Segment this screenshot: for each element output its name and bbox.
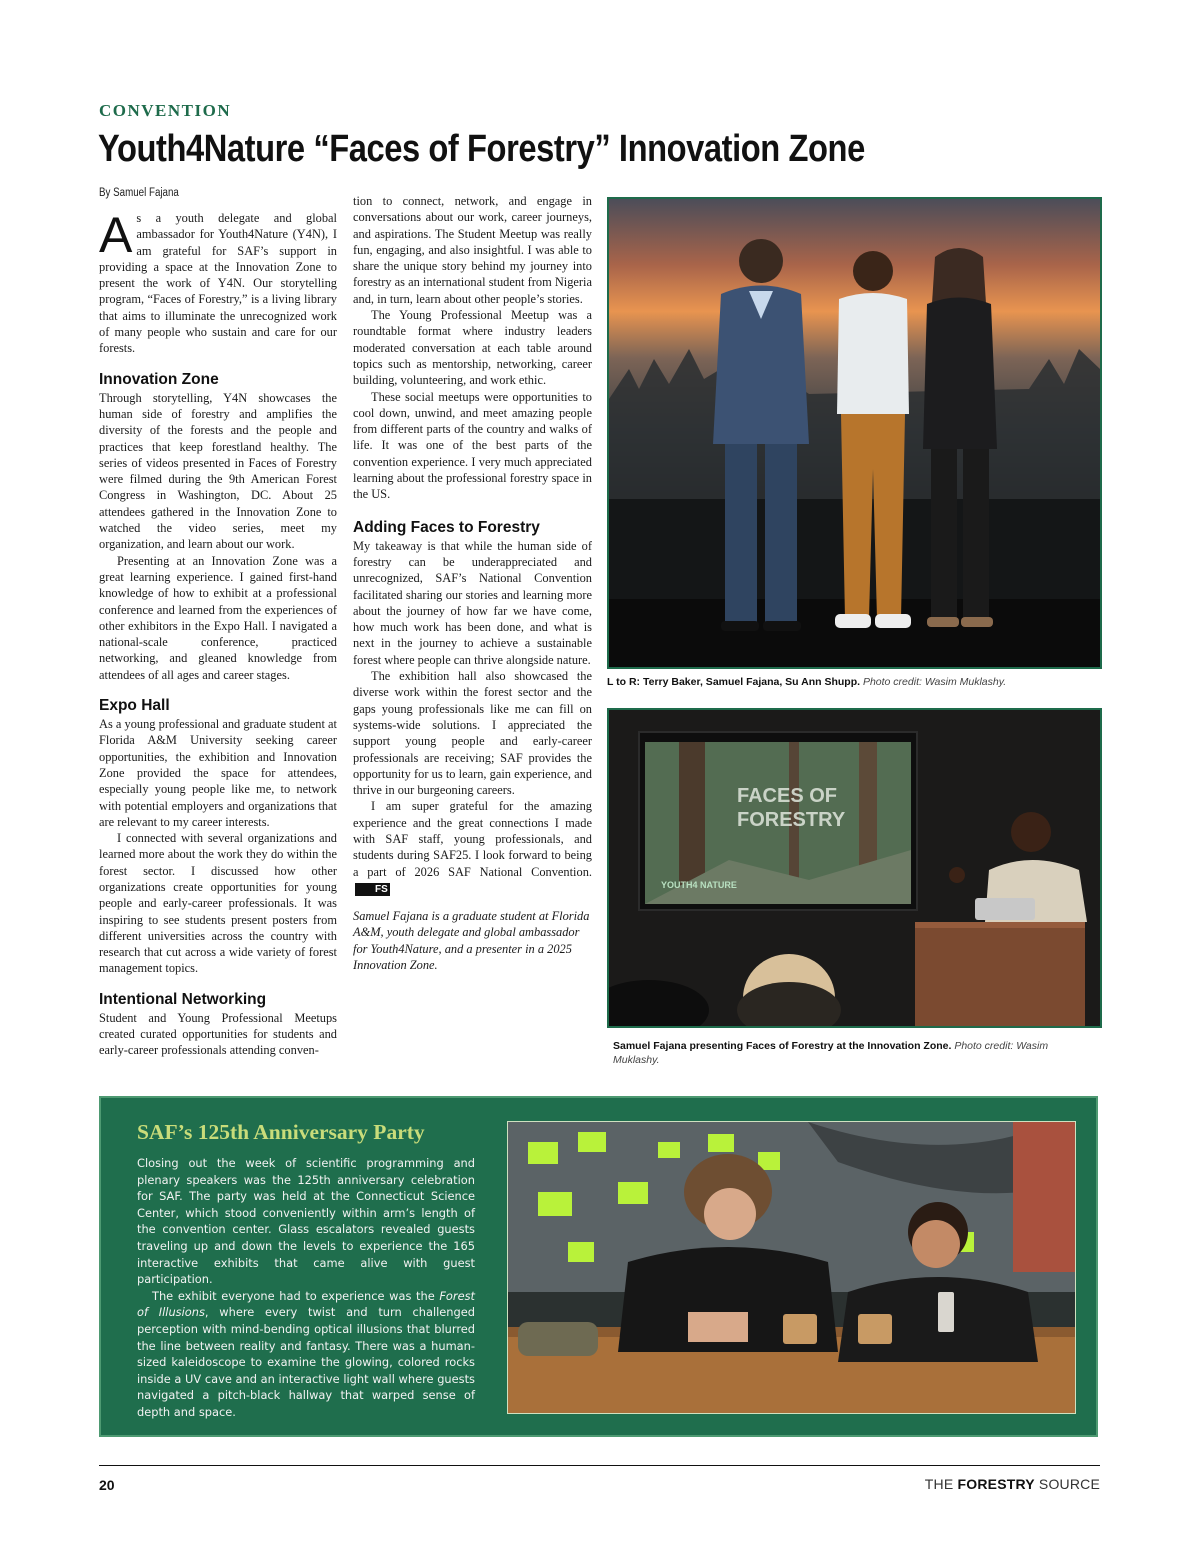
paragraph-continuation: tion to connect, network, and engage in conversations about our work, career journeys, and aspirations. The Student Meetup was really fun, engaging, and also insightful. I was able to share the unique story behind my journey into forestry as an international student from Nigeria and, in turn, learn about other people’s stories. xyxy=(353,194,592,306)
photo-credit: Photo credit: Wasim Muklashy. xyxy=(613,1040,1049,1066)
heading-innovation-zone: Innovation Zone xyxy=(99,370,219,388)
magazine-name: THE FORESTRY SOURCE xyxy=(924,1476,1100,1492)
sidebar-title: SAF’s 125th Anniversary Party xyxy=(137,1120,425,1144)
photo-credit: Photo credit: Wasim Muklashy. xyxy=(862,676,1007,688)
anniversary-sidebar xyxy=(99,1096,1098,1437)
article-column-1 xyxy=(99,207,337,1059)
footer-rule xyxy=(99,1465,1100,1466)
section-label: CONVENTION xyxy=(99,101,232,120)
heading-adding-faces: Adding Faces to Forestry xyxy=(353,518,540,536)
photo-illustration xyxy=(609,710,1100,1026)
photo-presenter-at-podium xyxy=(607,708,1102,1028)
intro-paragraph: As a youth delegate and global ambassador for Youth4Nature (Y4N), I am grateful for SAF’s support in providing a space at the Innovation Zone to present the work of Y4N. Our storytelling program, “Faces of Forestry,” is a living library that aims to illuminate the unrecognized work of many people who sustain and care for our forests. xyxy=(99,207,337,356)
byline: By Samuel Fajana xyxy=(99,187,179,199)
article-column-2 xyxy=(353,193,592,973)
photo-illustration xyxy=(508,1122,1075,1413)
paragraph-continued xyxy=(99,1010,337,1059)
paragraph: Through storytelling, Y4N showcases the human side of forestry and amplifies the diversity of the forests and the people and practices that keep forestland healthy. The series of videos presented in Faces of Forestry were filmed during the 9th American Forest Congress in Washington, DC. About 25 attendees gathered in the Innovation Zone to watched the video series, meet my organization, and learn about our work. xyxy=(99,390,337,552)
photo-caption-1 xyxy=(607,675,1102,689)
photo-illustration xyxy=(609,199,1100,667)
heading-expo-hall: Expo Hall xyxy=(99,697,170,715)
sidebar-paragraph-1: Closing out the week of scientific programming and plenary speakers was the 125th anniversary celebration for SAF. The party was held at the Connecticut Science Center, which stood conveniently within arm’s length of the convention center. Glass escalators revealed guests traveling up and down the levels to experience the 165 interactive exhibits that came alive with guest participation. xyxy=(137,1156,475,1287)
paragraph: The exhibition hall also showcased the diverse work within the forest sector and the gaps young professionals like me can fill on systems-wide solutions. I appreciated the support young people and early-career professionals are receiving; SAF provides the opportunity for us to learn, gain experience, and thrive in our burgeoning careers. xyxy=(353,669,592,798)
paragraph: These social meetups were opportunities to cool down, unwind, and meet amazing people from different parts of the country and walks of life. It was one of the best parts of the convention experience. I very much appreciated learning about the professional forestry space in the US. xyxy=(353,389,592,502)
paragraph: I am super grateful for the amazing experience and the great connections I made with SAF staff, young professionals, and students during SAF25. I look forward to being a part of 2026 SAF National Convention.FS xyxy=(353,799,592,895)
page-number: 20 xyxy=(99,1477,115,1493)
screen-title-line2: FORESTRY xyxy=(737,809,846,831)
photo-caption-2 xyxy=(613,1039,1093,1067)
heading-intentional-networking: Intentional Networking xyxy=(99,990,267,1008)
drop-cap: A xyxy=(99,207,133,263)
paragraph: As a young professional and graduate student at Florida A&M University seeking career opportunities, the exhibition and Innovation Zone provided the space for attendees, especially young people like me, to network with potential employers and organizations that are relevant to my career interests. xyxy=(99,717,337,829)
page-title: Youth4Nature “Faces of Forestry” Innovation Zone xyxy=(98,128,865,170)
photo-guests-drawing-at-table xyxy=(507,1121,1076,1414)
paragraph: The Young Professional Meetup was a roundtable format where industry leaders moderated conversation at each table around topics such as mentorship, networking, career building, volunteering, and work ethic. xyxy=(353,308,592,388)
paragraph: I connected with several organizations and learned more about the work they do within the forest sector. I discussed how other organizations create opportunities for young people and early-career professionals. It was inspiring to see students present posters from different universities across the country with research that cut across a wide variety of forest management topics. xyxy=(99,831,337,976)
exhibit-name: Forest of Illusions xyxy=(137,1288,475,1320)
end-mark-badge: FS xyxy=(355,883,390,896)
networking-first-part: Student and Young Professional Meetups created curated opportunities for students and early-career professionals attending conven- xyxy=(99,1010,337,1058)
paragraph: Presenting at an Innovation Zone was a great learning experience. I gained first-hand knowledge of how to exhibit at a professional conference and learned from the experiences of other exhibitors in the Expo Hall. I navigated a national-scale conference, practiced networking, and gleaned knowledge from attendees of all ages and career stages. xyxy=(99,553,337,682)
paragraph: My takeaway is that while the human side of forestry can be underappreciated and unrecognized, SAF’s National Convention facilitated sharing our stories and learning more about the journey of how far we have come, how much work has been done, and what is next in the journey to achieve a sustainable forest where people can thrive alongside nature. xyxy=(353,538,592,667)
caption-description: Samuel Fajana presenting Faces of Forestry at the Innovation Zone. xyxy=(613,1040,952,1052)
screen-title-line1: FACES OF xyxy=(737,785,838,807)
screen-logo: YOUTH4 NATURE xyxy=(661,880,737,890)
sidebar-paragraph-2: The exhibit everyone had to experience was the Forest of Illusions, where every twist and turn challenged perception with mind-bending optical illusions that blurred the line between reality and fantasy. There was a human-sized kaleidoscope to examine the glowing, colored rocks inside a UV cave and an interactive light wall where guests navigated a pitch-black hallway that warped sense of depth and space. xyxy=(137,1288,475,1419)
author-bio: Samuel Fajana is a graduate student at Florida A&M, youth delegate and global ambassador for Youth4Nature, and a presenter in a 2025 Innovation Zone. xyxy=(353,909,590,973)
photo-three-people-on-stage xyxy=(607,197,1102,669)
sidebar-text xyxy=(137,1155,475,1421)
caption-names: L to R: Terry Baker, Samuel Fajana, Su Ann Shupp. xyxy=(607,676,861,688)
